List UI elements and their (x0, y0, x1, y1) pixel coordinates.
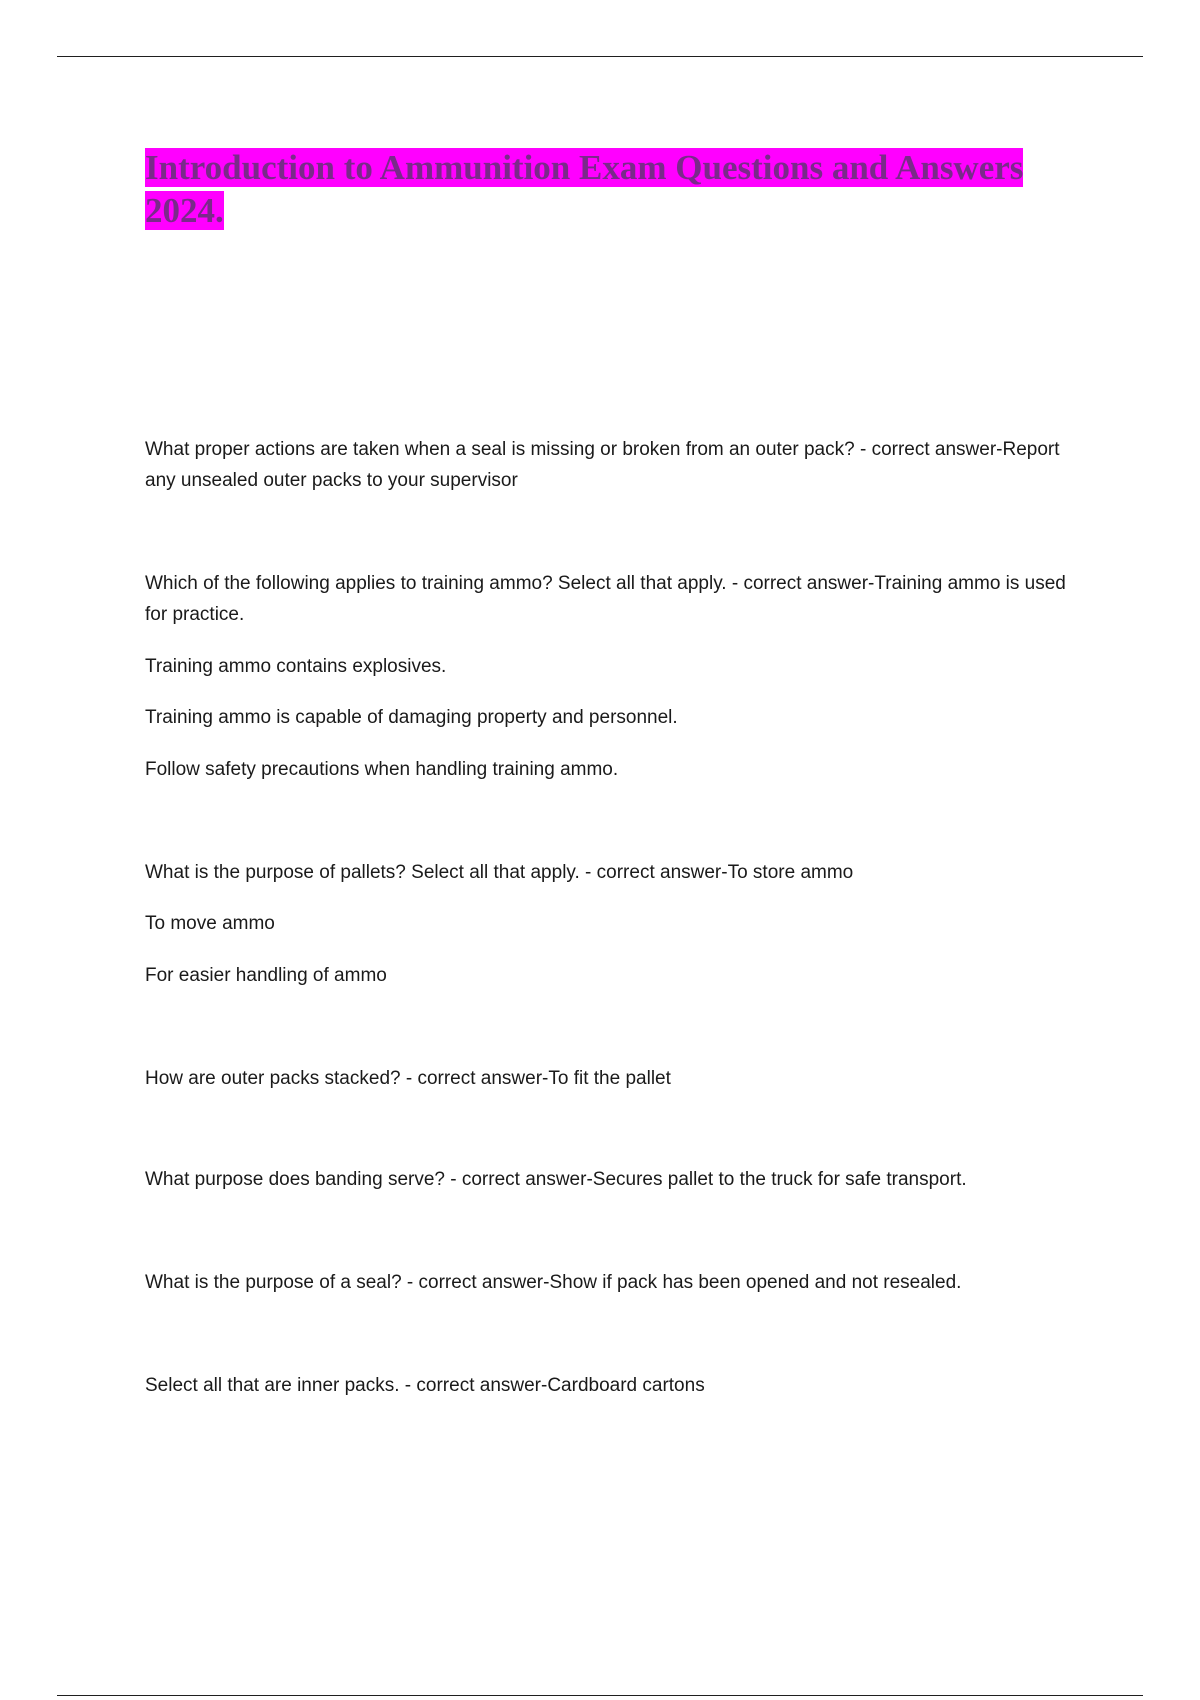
qa-answer-line: To move ammo (145, 913, 275, 934)
bottom-rule (57, 1695, 1143, 1696)
document-title (145, 146, 1085, 232)
top-rule (57, 56, 1143, 57)
qa-answer-line: Follow safety precautions when handling training ammo. (145, 759, 619, 780)
qa-item-banding: What purpose does banding serve? - correct answer-Secures pallet to the truck for safe transport. (145, 1169, 967, 1190)
qa-item-inner-packs: Select all that are inner packs. - correct answer-Cardboard cartons (145, 1375, 705, 1396)
title-highlight: Introduction to Ammunition Exam Questions and Answers 2024. (145, 148, 1024, 230)
qa-answer-line: For easier handling of ammo (145, 965, 387, 986)
qa-answer-line: Training ammo is capable of damaging property and personnel. (145, 707, 678, 728)
qa-answer-line: Training ammo contains explosives. (145, 656, 447, 677)
qa-item-pallets: What is the purpose of pallets? Select all that apply. - correct answer-To store ammo (145, 862, 854, 883)
qa-item-seal-purpose: What is the purpose of a seal? - correct answer-Show if pack has been opened and not resealed. (145, 1272, 962, 1293)
qa-item-training-ammo: Which of the following applies to training ammo? Select all that apply. - correct answer-Training ammo is used for practice. (145, 573, 1066, 625)
qa-item-seal-missing: What proper actions are taken when a seal is missing or broken from an outer pack? - correct answer-Report any unsealed outer packs to your supervisor (145, 439, 1060, 491)
qa-item-outer-packs-stacked: How are outer packs stacked? - correct answer-To fit the pallet (145, 1068, 671, 1089)
